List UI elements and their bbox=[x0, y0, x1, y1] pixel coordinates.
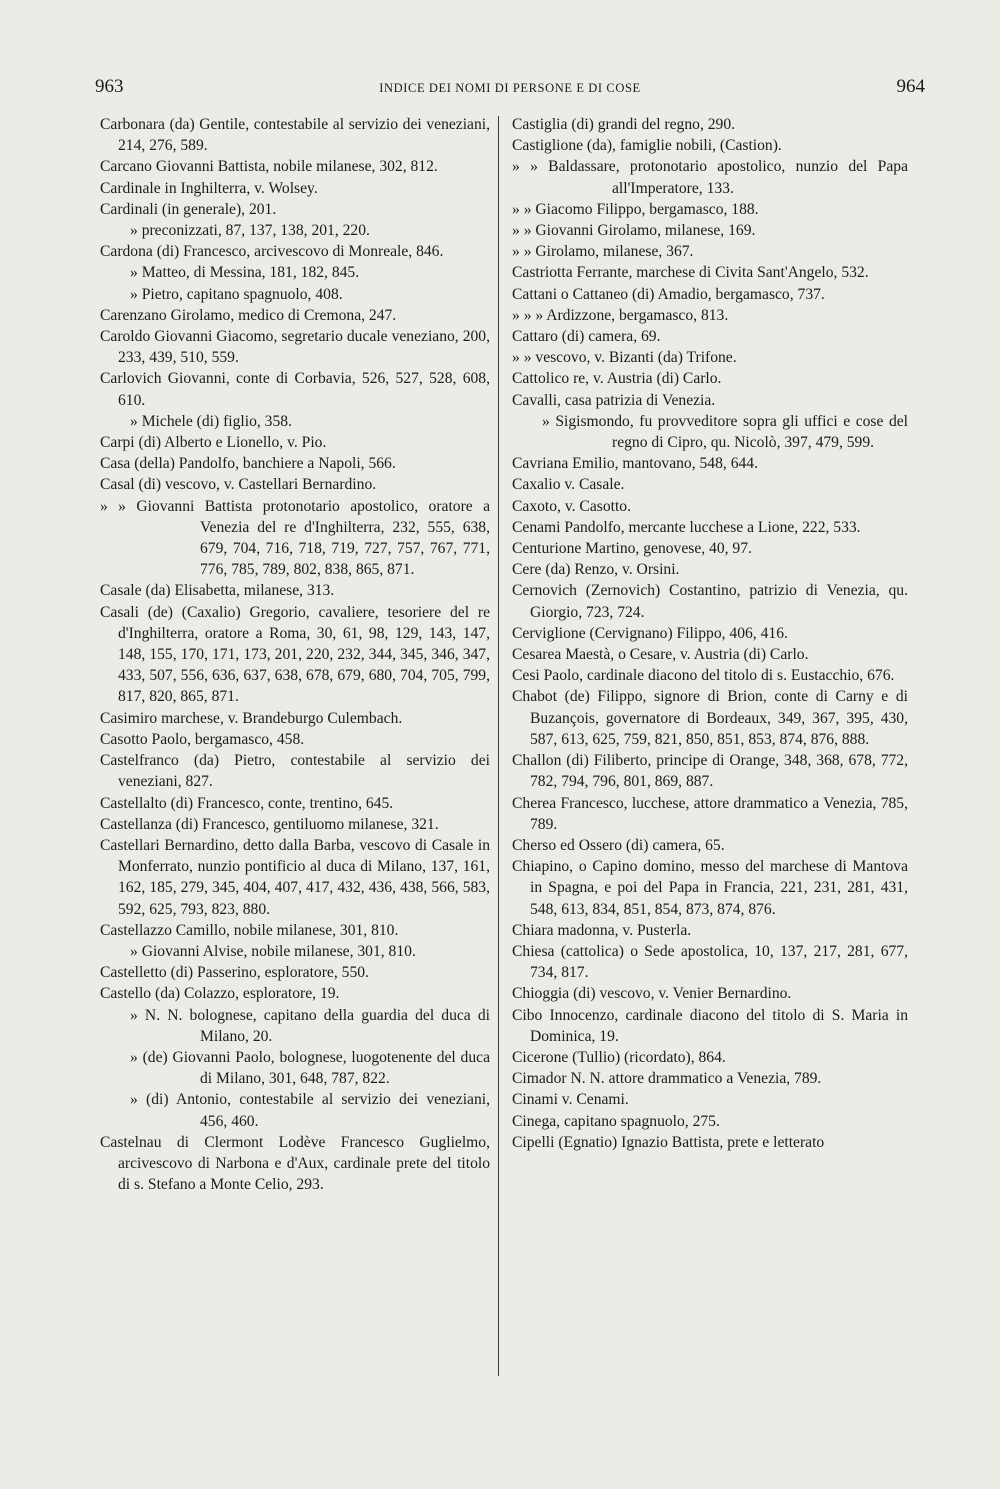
index-entry: Castellazzo Camillo, nobile milanese, 301, 810. bbox=[100, 921, 399, 939]
index-entry: Carbonara (da) Gentile, contestabile al servizio dei veneziani, 214, 276, 589. bbox=[100, 116, 490, 155]
index-entry: » (di) Antonio, contestabile al servizio dei veneziani, 456, 460. bbox=[130, 1091, 490, 1130]
index-entry: » » Giacomo Filippo, bergamasco, 188. bbox=[512, 200, 759, 218]
index-entry: Challon (di) Filiberto, principe di Orange, 348, 368, 678, 772, 782, 794, 796, 801, 869, 887. bbox=[512, 752, 908, 791]
index-entry: Casal (di) vescovo, v. Castellari Bernardino. bbox=[100, 476, 377, 494]
index-entry: Chioggia (di) vescovo, v. Venier Bernardino. bbox=[512, 985, 792, 1003]
left-page-number: 963 bbox=[95, 76, 124, 97]
column-divider bbox=[498, 116, 499, 1376]
index-entry: Cerviglione (Cervignano) Filippo, 406, 416. bbox=[512, 624, 788, 642]
index-entry: Cinega, capitano spagnuolo, 275. bbox=[512, 1112, 720, 1130]
index-entry: Castelletto (di) Passerino, esploratore, 550. bbox=[100, 964, 369, 982]
index-entry: » Michele (di) figlio, 358. bbox=[130, 412, 292, 430]
index-entry: Cattani o Cattaneo (di) Amadio, bergamasco, 737. bbox=[512, 285, 825, 303]
index-entry: Casimiro marchese, v. Brandeburgo Culembach. bbox=[100, 709, 403, 727]
index-entry: Castellalto (di) Francesco, conte, trentino, 645. bbox=[100, 794, 394, 812]
index-entry: Cardinali (in generale), 201. bbox=[100, 200, 277, 218]
index-entry: Castellari Bernardino, detto dalla Barba, vescovo di Casale in Monferrato, nunzio pontificio al duca di Milano, 137, 161, 162, 185, 279, 345, 404, 407, 417, 432, 436, 438, 566, 583, 592, 625, 793, 823, 880. bbox=[100, 836, 490, 918]
index-entry: Chiesa (cattolica) o Sede apostolica, 10, 137, 217, 281, 677, 734, 817. bbox=[512, 942, 908, 982]
index-entry: Carpi (di) Alberto e Lionello, v. Pio. bbox=[100, 434, 327, 452]
index-entry: Cicerone (Tullio) (ricordato), 864. bbox=[512, 1048, 726, 1066]
index-entry: » N. N. bolognese, capitano della guardia del duca di Milano, 20. bbox=[130, 1006, 490, 1045]
index-entry: Caxoto, v. Casotto. bbox=[512, 497, 631, 515]
index-entry: Castelfranco (da) Pietro, contestabile al servizio dei veneziani, 827. bbox=[100, 752, 490, 791]
left-column bbox=[100, 114, 490, 1195]
index-entry: Chiapino, o Capino domino, messo del marchese di Mantova in Spagna, e poi del Papa in Francia, 221, 231, 281, 431, 548, 613, 834, 851, 854, 873, 874, 876. bbox=[512, 858, 908, 918]
index-entry: » » Giovanni Girolamo, milanese, 169. bbox=[512, 222, 756, 240]
index-entry: Castello (da) Colazzo, esploratore, 19. bbox=[100, 985, 340, 1003]
index-entry: Cattolico re, v. Austria (di) Carlo. bbox=[512, 370, 722, 388]
index-entry: Casali (de) (Caxalio) Gregorio, cavaliere, tesoriere del re d'Inghilterra, oratore a Roma, 30, 61, 98, 129, 143, 147, 148, 155, 170, 171, 173, 201, 220, 232, 344, 345, 346, 347, 433, 507, 556, 636, 637, 638, 678, 679, 680, 704, 705, 799, 817, 820, 865, 871. bbox=[100, 603, 490, 706]
right-column bbox=[512, 114, 908, 1153]
index-entry: Centurione Martino, genovese, 40, 97. bbox=[512, 540, 752, 558]
right-page-number: 964 bbox=[896, 76, 925, 97]
index-entry: » Sigismondo, fu provveditore sopra gli uffici e cose del regno di Cipro, qu. Nicolò, 397, 479, 599. bbox=[542, 412, 908, 452]
index-entry: » » Baldassare, protonotario apostolico, nunzio del Papa all'Imperatore, 133. bbox=[512, 158, 908, 197]
index-entry: Castriotta Ferrante, marchese di Civita Sant'Angelo, 532. bbox=[512, 264, 869, 282]
running-title: INDICE DEI NOMI DI PERSONE E DI COSE bbox=[379, 81, 641, 95]
index-entry: » » » Ardizzone, bergamasco, 813. bbox=[512, 306, 729, 324]
index-entry: » Pietro, capitano spagnuolo, 408. bbox=[130, 285, 343, 303]
index-entry: » » Girolamo, milanese, 367. bbox=[512, 243, 694, 261]
index-entry: Cipelli (Egnatio) Ignazio Battista, prete e letterato bbox=[512, 1133, 825, 1151]
index-entry: Cardona (di) Francesco, arcivescovo di Monreale, 846. bbox=[100, 243, 444, 261]
index-entry: Cavalli, casa patrizia di Venezia. bbox=[512, 391, 716, 409]
index-entry: Cherso ed Ossero (di) camera, 65. bbox=[512, 836, 725, 854]
index-entry: Chiara madonna, v. Pusterla. bbox=[512, 921, 692, 939]
index-entry: Castellanza (di) Francesco, gentiluomo milanese, 321. bbox=[100, 815, 439, 833]
index-entry: Casotto Paolo, bergamasco, 458. bbox=[100, 730, 305, 748]
index-entry: Cavriana Emilio, mantovano, 548, 644. bbox=[512, 455, 758, 473]
index-entry: Castiglia (di) grandi del regno, 290. bbox=[512, 116, 736, 133]
index-entry: Cherea Francesco, lucchese, attore drammatico a Venezia, 785, 789. bbox=[512, 794, 908, 833]
page-header bbox=[95, 76, 925, 106]
index-entry: Castiglione (da), famiglie nobili, (Castion). bbox=[512, 137, 782, 155]
index-entry: Chabot (de) Filippo, signore di Brion, conte di Carny e di Buzançois, governatore di Bordeaux, 349, 367, 395, 430, 587, 613, 625, 759, 821, 850, 851, 853, 874, 876, 888. bbox=[512, 688, 908, 748]
index-entry: » (de) Giovanni Paolo, bolognese, luogotenente del duca di Milano, 301, 648, 787, 822. bbox=[130, 1048, 490, 1088]
index-entry: Cattaro (di) camera, 69. bbox=[512, 328, 661, 346]
index-entry: Caroldo Giovanni Giacomo, segretario ducale veneziano, 200, 233, 439, 510, 559. bbox=[100, 328, 490, 367]
index-entry: Casale (da) Elisabetta, milanese, 313. bbox=[100, 582, 335, 600]
index-entry: Cernovich (Zernovich) Costantino, patrizio di Venezia, qu. Giorgio, 723, 724. bbox=[512, 582, 908, 621]
index-entry: Carlovich Giovanni, conte di Corbavia, 526, 527, 528, 608, 610. bbox=[100, 370, 490, 409]
index-entry: » » Giovanni Battista protonotario apostolico, oratore a Venezia del re d'Inghilterra, 232, 555, 638, 679, 704, 716, 718, 719, 727, 757, 767, 771, 776, 785, 789, 802, 838, 865, 871. bbox=[100, 497, 490, 579]
index-entry: Cesi Paolo, cardinale diacono del titolo di s. Eustacchio, 676. bbox=[512, 667, 895, 685]
index-entry: Casa (della) Pandolfo, banchiere a Napoli, 566. bbox=[100, 455, 396, 473]
index-entry: Cimador N. N. attore drammatico a Venezia, 789. bbox=[512, 1070, 822, 1088]
index-entry: » Giovanni Alvise, nobile milanese, 301, 810. bbox=[130, 942, 416, 960]
index-entry: Caxalio v. Casale. bbox=[512, 476, 625, 494]
index-entry: Cibo Innocenzo, cardinale diacono del titolo di S. Maria in Dominica, 19. bbox=[512, 1006, 908, 1045]
index-entry: Carcano Giovanni Battista, nobile milanese, 302, 812. bbox=[100, 158, 438, 176]
index-entry: Cere (da) Renzo, v. Orsini. bbox=[512, 561, 680, 579]
index-entry: » Matteo, di Messina, 181, 182, 845. bbox=[130, 264, 360, 282]
index-entry: Cesarea Maestà, o Cesare, v. Austria (di) Carlo. bbox=[512, 646, 809, 664]
index-entry: » preconizzati, 87, 137, 138, 201, 220. bbox=[130, 222, 370, 240]
index-entry: Cenami Pandolfo, mercante lucchese a Lione, 222, 533. bbox=[512, 518, 861, 536]
index-entry: Castelnau di Clermont Lodève Francesco Guglielmo, arcivescovo di Narbona e d'Aux, cardinale prete del titolo di s. Stefano a Monte Celio, 293. bbox=[100, 1133, 490, 1194]
index-entry: Cardinale in Inghilterra, v. Wolsey. bbox=[100, 179, 318, 197]
index-entry: » » vescovo, v. Bizanti (da) Trifone. bbox=[512, 349, 737, 367]
index-entry: Carenzano Girolamo, medico di Cremona, 247. bbox=[100, 306, 397, 324]
index-entry: Cinami v. Cenami. bbox=[512, 1091, 629, 1109]
